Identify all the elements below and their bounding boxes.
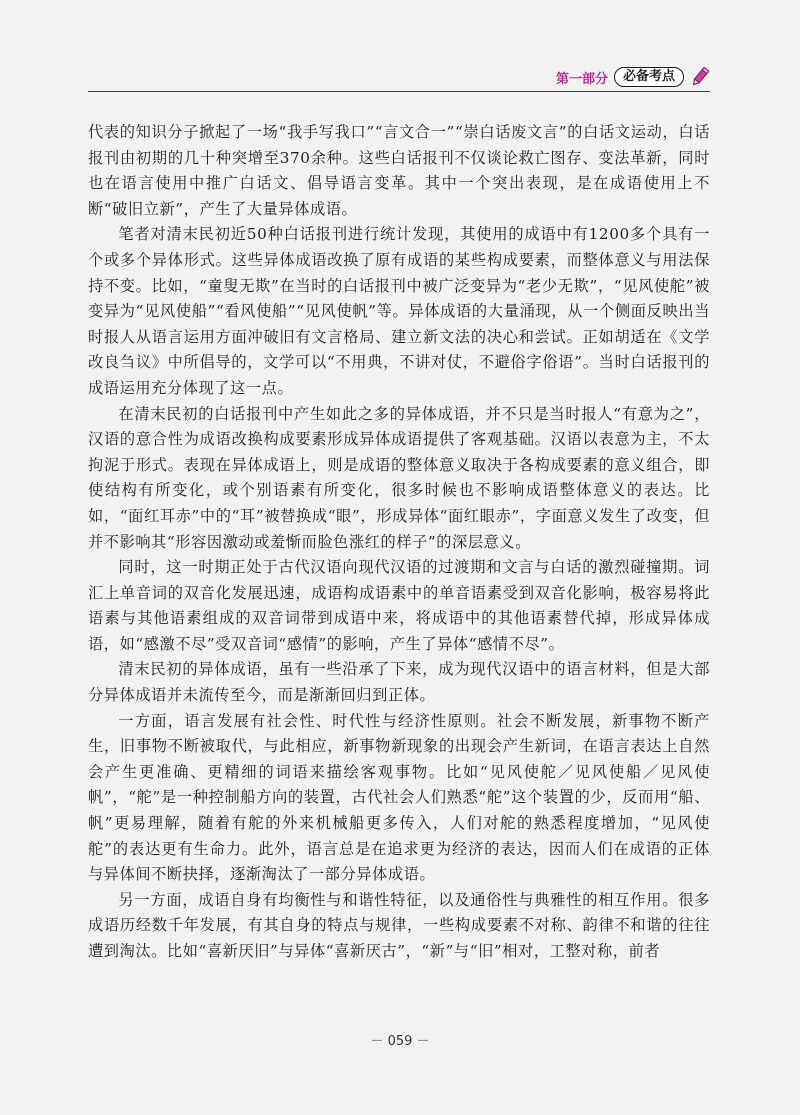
page-number: － 059 － bbox=[370, 1034, 430, 1049]
section-badge: 必备考点 bbox=[614, 67, 684, 87]
paragraph: 代表的知识分子掀起了一场“我手写我口”“言文合一”“崇白话废文言”的白话文运动，白话报刊由初期的几十种突增至370余种。这些白话报刊不仅谈论救亡图存、变法革新，同时也在语言使用中推广白话文、倡导语言变革。其中一个突出表现，是在成语使用上不断“破旧立新”，产生了大量异体成语。 bbox=[88, 123, 710, 218]
paragraph: 笔者对清末民初近50种白话报刊进行统计发现，其使用的成语中有1200多个具有一个或多个异体形式。这些异体成语改换了原有成语的某些构成要素，而整体意义与用法保持不变。比如，“童叟无欺”在当时的白话报刊中被广泛变异为“老少无欺”，“见风使舵”被变异为“见风使船”“看风使船”“见风使帆”等。异体成语的大量涌现，从一个侧面反映出当时报人从语言运用方面冲破旧有文言格局、建立新文法的决心和尝试。正如胡适在《文学改良刍议》中所倡导的，文学可以“不用典，不讲对仗，不避俗字俗语”。当时白话报刊的成语运用充分体现了这一点。 bbox=[88, 225, 710, 397]
page-header bbox=[88, 66, 710, 92]
section-heading bbox=[556, 66, 710, 88]
section-label: 第一部分 bbox=[555, 71, 608, 87]
pencil-icon bbox=[690, 66, 710, 88]
paragraph: 清末民初的异体成语，虽有一些沿承了下来，成为现代汉语中的语言材料，但是大部分异体成语并未流传至今，而是渐渐回归到正体。 bbox=[88, 660, 710, 705]
paragraph: 一方面，语言发展有社会性、时代性与经济性原则。社会不断发展，新事物不断产生，旧事物不断被取代，与此相应，新事物新现象的出现会产生新词，在语言表达上自然会产生更准确、更精细的词语来描绘客观事物。比如“见风使舵／见风使船／见风使帆”，“舵”是一种控制船方向的装置，古代社会人们熟悉“舵”这个装置的少，反而用“船、帆”更易理解，随着有舵的外来机械船更多传入，人们对舵的熟悉程度增加，“见风使舵”的表达更有生命力。此外，语言总是在追求更为经济的表达，因而人们在成语的正体与异体间不断抉择，逐渐淘汰了一部分异体成语。 bbox=[88, 711, 710, 884]
paragraph: 另一方面，成语自身有均衡性与和谐性特征，以及通俗性与典雅性的相互作用。很多成语历经数千年发展，有其自身的特点与规律，一些构成要素不对称、韵律不和谐的往往遭到淘汰。比如“喜新厌旧”与异体“喜新厌古”，“新”与“旧”相对，工整对称，前者 bbox=[88, 890, 710, 960]
header-rule bbox=[88, 91, 710, 93]
article-body bbox=[88, 120, 710, 965]
paragraph: 在清末民初的白话报刊中产生如此之多的异体成语，并不只是当时报人“有意为之”，汉语的意合性为成语改换构成要素形成异体成语提供了客观基础。汉语以表意为主，不太拘泥于形式。表现在异体成语上，则是成语的整体意义取决于各构成要素的意义组合，即使结构有所变化，或个别语素有所变化，很多时候也不影响成语整体意义的表达。比如，“面红耳赤”中的“耳”被替换成“眼”，形成异体“面红眼赤”，字面意义发生了改变，但并不影响其“形容因激动或羞惭而脸色涨红的样子”的深层意义。 bbox=[88, 404, 710, 551]
paragraph: 同时，这一时期正处于古代汉语向现代汉语的过渡期和文言与白话的激烈碰撞期。词汇上单音词的双音化发展迅速，成语构成语素中的单音语素受到双音化影响，极容易将此语素与其他语素组成的双音词带到成语中来，将成语中的其他语素替代掉，形成异体成语，如“感激不尽”受双音词“感情”的影响，产生了异体“感情不尽”。 bbox=[88, 558, 710, 653]
